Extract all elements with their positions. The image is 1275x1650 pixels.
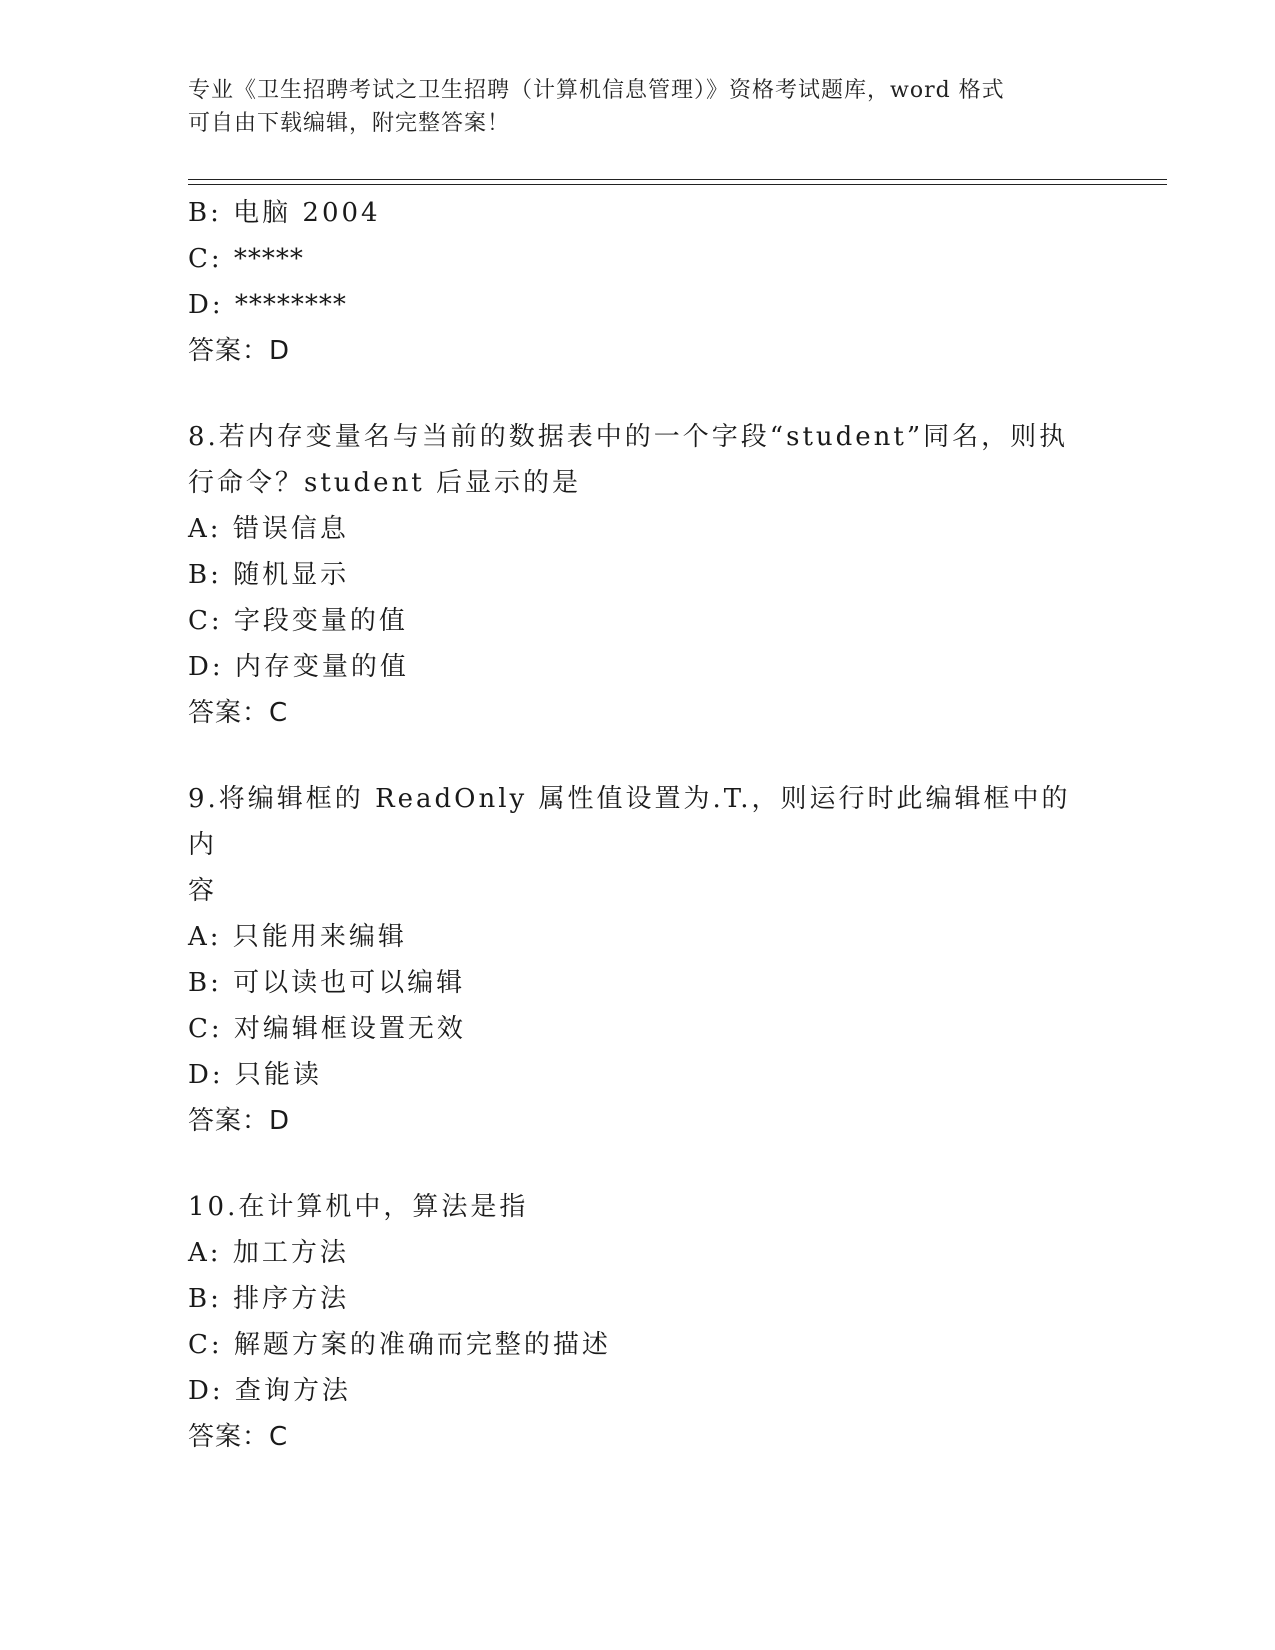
option-text: 电脑 2004 — [233, 198, 381, 228]
option-label: B: — [188, 1284, 222, 1314]
option-row — [188, 190, 1088, 236]
answer-line: 答案：D — [188, 336, 291, 366]
option-row — [188, 644, 1088, 690]
option-label: D: — [188, 1376, 224, 1406]
option-label: C: — [188, 606, 223, 636]
question-text: 8.若内存变量名与当前的数据表中的一个字段“student”同名，则执 — [188, 422, 1069, 452]
option-text: 字段变量的值 — [233, 606, 408, 636]
option-label: A: — [188, 514, 222, 544]
option-label: A: — [188, 922, 222, 952]
header-line-2: 可自由下载编辑，附完整答案！ — [188, 111, 511, 136]
option-row — [188, 1006, 1088, 1052]
option-label: B: — [188, 968, 222, 998]
option-text: 可以读也可以编辑 — [233, 968, 466, 998]
option-label: B: — [188, 560, 222, 590]
option-row — [188, 598, 1088, 644]
prev-question-block — [188, 190, 1088, 374]
question-text-continued: 行命令？student 后显示的是 — [188, 468, 582, 498]
option-text: 加工方法 — [232, 1238, 349, 1268]
option-row — [188, 282, 1088, 328]
option-text: 内存变量的值 — [234, 652, 409, 682]
option-label: C: — [188, 244, 223, 274]
option-row — [188, 1368, 1088, 1414]
option-text: ******** — [234, 290, 347, 320]
question-text: 10.在计算机中，算法是指 — [188, 1192, 529, 1222]
answer-line: 答案：C — [188, 1422, 289, 1452]
option-row — [188, 506, 1088, 552]
option-row — [188, 1230, 1088, 1276]
answer-line: 答案：C — [188, 698, 289, 728]
question-block-10 — [188, 1184, 1088, 1460]
option-text: ***** — [233, 244, 304, 274]
option-row — [188, 1052, 1088, 1098]
question-text-continued: 容 — [188, 876, 218, 906]
option-row — [188, 1276, 1088, 1322]
option-text: 查询方法 — [234, 1376, 351, 1406]
option-text: 错误信息 — [232, 514, 349, 544]
question-text: 9.将编辑框的 ReadOnly 属性值设置为.T.，则运行时此编辑框中的内 — [188, 784, 1071, 860]
option-text: 随机显示 — [233, 560, 350, 590]
option-text: 解题方案的准确而完整的描述 — [233, 1330, 611, 1360]
document-header — [188, 74, 1068, 140]
option-row — [188, 960, 1088, 1006]
option-label: C: — [188, 1014, 223, 1044]
option-text: 排序方法 — [233, 1284, 350, 1314]
option-row — [188, 236, 1088, 282]
question-content — [188, 190, 1088, 1460]
question-block-8 — [188, 414, 1088, 736]
option-label: D: — [188, 290, 224, 320]
option-row — [188, 1322, 1088, 1368]
header-line-1: 专业《卫生招聘考试之卫生招聘（计算机信息管理）》资格考试题库，word 格式 — [188, 78, 1005, 103]
option-label: C: — [188, 1330, 223, 1360]
option-text: 对编辑框设置无效 — [233, 1014, 466, 1044]
option-label: D: — [188, 652, 224, 682]
option-text: 只能读 — [234, 1060, 322, 1090]
option-text: 只能用来编辑 — [232, 922, 407, 952]
option-label: B: — [188, 198, 222, 228]
header-rule-top — [188, 179, 1167, 180]
option-label: D: — [188, 1060, 224, 1090]
header-rule-bottom — [188, 184, 1167, 185]
option-label: A: — [188, 1238, 222, 1268]
option-row — [188, 914, 1088, 960]
question-block-9 — [188, 776, 1088, 1144]
answer-line: 答案：D — [188, 1106, 291, 1136]
option-row — [188, 552, 1088, 598]
